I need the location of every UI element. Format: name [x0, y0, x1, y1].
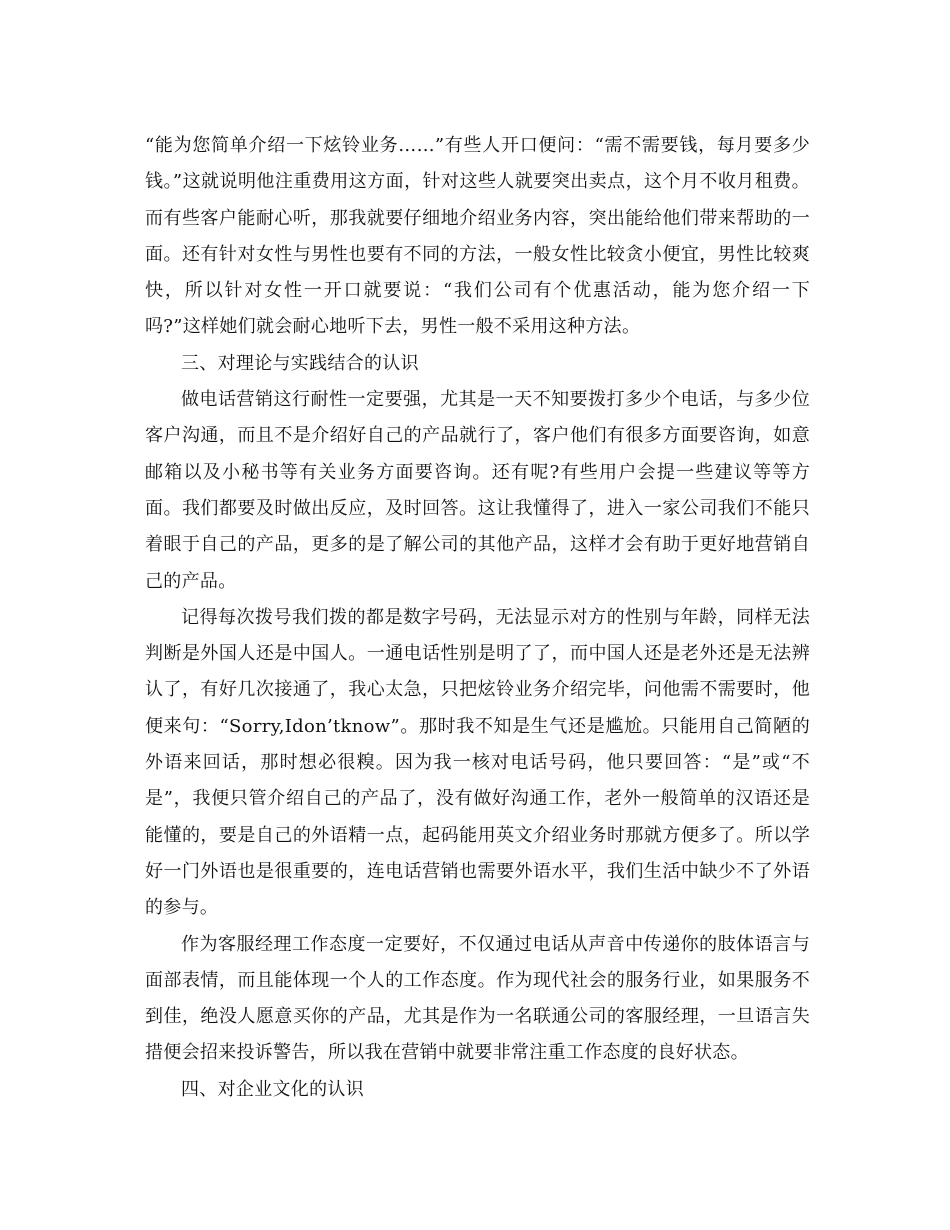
- paragraph: 做电话营销这行耐性一定要强，尤其是一天不知要拨打多少个电话，与多少位客户沟通，而且不是介绍好自己的产品就行了，客户他们有很多方面要咨询，如意邮箱以及小秘书等有关业务方面要咨询。还有呢?有些用户会提一些建议等等方面。我们都要及时做出反应，及时回答。这让我懂得了，进入一家公司我们不能只着眼于自己的产品，更多的是了解公司的其他产品，这样才会有助于更好地营销自己的产品。: [145, 389, 810, 592]
- paragraph: 作为客服经理工作态度一定要好，不仅通过电话从声音中传递你的肢体语言与面部表情，而且能体现一个人的工作态度。作为现代社会的服务行业，如果服务不到佳，绝没人愿意买你的产品，尤其是作为一名联通公司的客服经理，一旦语言失措便会招来投诉警告，所以我在营销中就要非常注重工作态度的良好状态。: [145, 933, 810, 1064]
- document-body: [145, 128, 810, 1108]
- paragraph: 记得每次拨号我们拨的都是数字号码，无法显示对方的性别与年龄，同样无法判断是外国人还是中国人。一通电话性别是明了了，而中国人还是老外还是无法辨认了，有好几次接通了，我心太急，只把炫铃业务介绍完毕，问他需不需要时，他便来句：“Sorry,Idon’tknow”。那时我不知是生气还是尴尬。只能用自己简陋的外语来回话，那时想必很糗。因为我一核对电话号码，他只要回答：“是”或“不是”，我便只管介绍自己的产品了，没有做好沟通工作，老外一般简单的汉语还是能懂的，要是自己的外语精一点，起码能用英文介绍业务时那就方便多了。所以学好一门外语也是很重要的，连电话营销也需要外语水平，我们生活中缺少不了外语的参与。: [145, 606, 810, 919]
- section-heading-3: 三、对理论与实践结合的认识: [181, 352, 419, 374]
- section-heading-4: 四、对企业文化的认识: [181, 1078, 364, 1100]
- paragraph-continued: “能为您简单介绍一下炫铃业务……”有些人开口便问：“需不需要钱，每月要多少钱。”这就说明他注重费用这方面，针对这些人就要突出卖点，这个月不收月租费。而有些客户能耐心听，那我就要仔细地介绍业务内容，突出能给他们带来帮助的一面。还有针对女性与男性也要有不同的方法，一般女性比较贪小便宜，男性比较爽快，所以针对女性一开口就要说：“我们公司有个优惠活动，能为您介绍一下吗?”这样她们就会耐心地听下去，男性一般不采用这种方法。: [145, 135, 810, 338]
